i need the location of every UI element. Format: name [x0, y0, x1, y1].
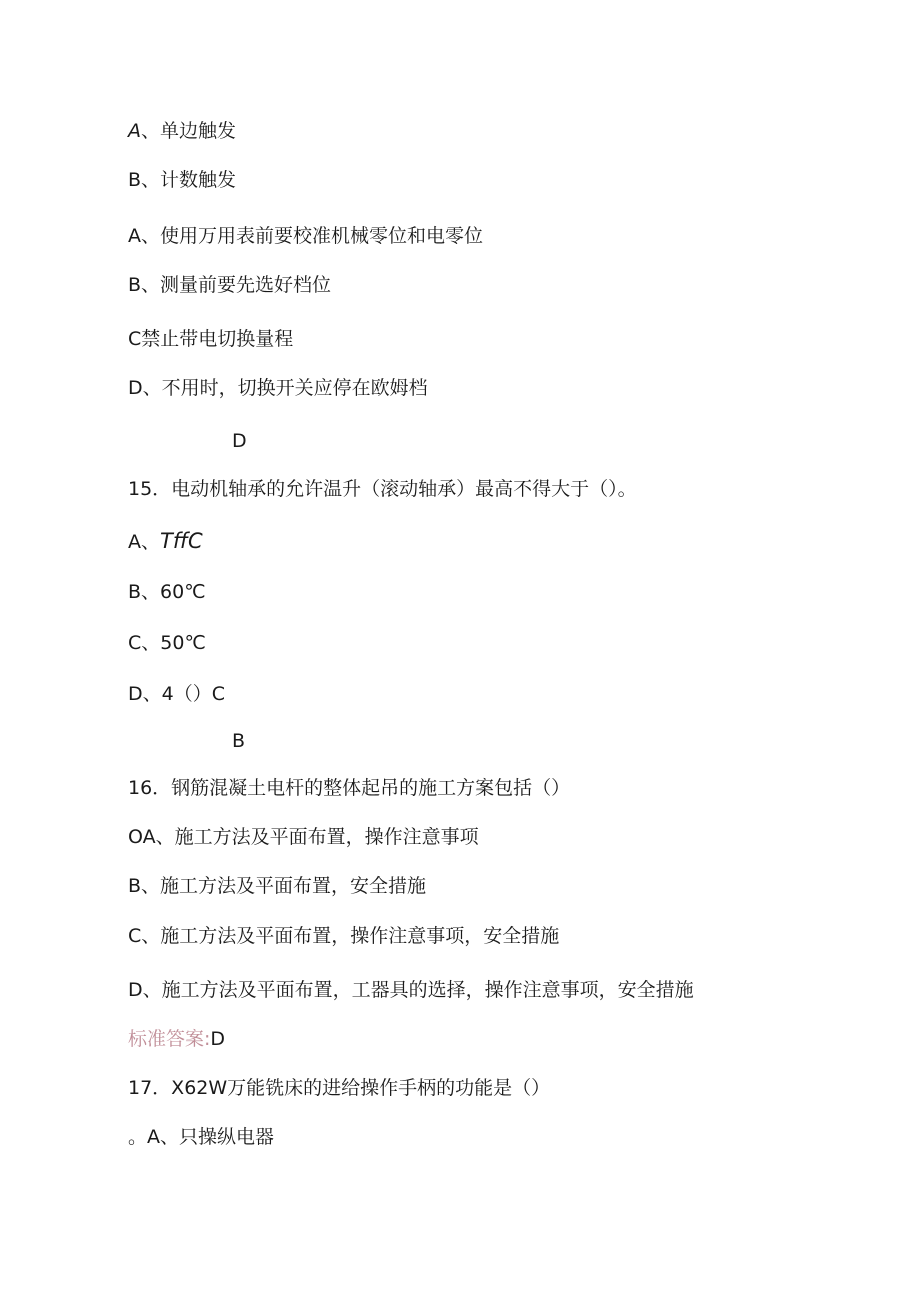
option-b-select-range: B、测量前要先选好档位 — [128, 274, 332, 296]
option-d-q15: D、4（）C — [128, 683, 225, 705]
option-a-single-edge-trigger — [128, 119, 236, 143]
option-b-q16: B、施工方法及平面布置，安全措施 — [128, 875, 427, 897]
option-a-q15 — [128, 529, 203, 554]
standard-answer-value: D — [210, 1028, 226, 1050]
option-text: 、单边触发 — [141, 120, 237, 142]
standard-answer-16 — [128, 1027, 225, 1051]
option-c-q16: C、施工方法及平面布置，操作注意事项，安全措施 — [128, 925, 560, 947]
answer-14: D — [232, 430, 247, 452]
option-letter: A — [128, 120, 141, 142]
question-16: 16．钢筋混凝土电杆的整体起吊的施工方案包括（） — [128, 777, 571, 799]
answer-15: B — [232, 730, 246, 752]
option-b-q15: B、60℃ — [128, 581, 206, 603]
option-c-no-live-switching: C禁止带电切换量程 — [128, 328, 294, 350]
question-15: 15．电动机轴承的允许温升（滚动轴承）最高不得大于（）。 — [128, 478, 637, 500]
option-d-ohm-position: D、不用时，切换开关应停在欧姆档 — [128, 377, 428, 399]
option-a-q17: 。A、只操纵电器 — [128, 1126, 274, 1148]
question-17: 17．X62W万能铣床的进给操作手柄的功能是（） — [128, 1077, 551, 1099]
option-letter: A、 — [128, 531, 160, 553]
option-a-q16: OA、施工方法及平面布置，操作注意事项 — [128, 826, 479, 848]
option-b-count-trigger: B、计数触发 — [128, 169, 237, 191]
option-d-q16: D、施工方法及平面布置，工器具的选择，操作注意事项，安全措施 — [128, 979, 694, 1001]
option-c-q15: C、50℃ — [128, 632, 206, 654]
option-a-multimeter-calibrate: A、使用万用表前要校准机械零位和电零位 — [128, 225, 483, 247]
standard-answer-label: 标准答案: — [128, 1028, 211, 1050]
option-text: TffC — [160, 529, 203, 553]
